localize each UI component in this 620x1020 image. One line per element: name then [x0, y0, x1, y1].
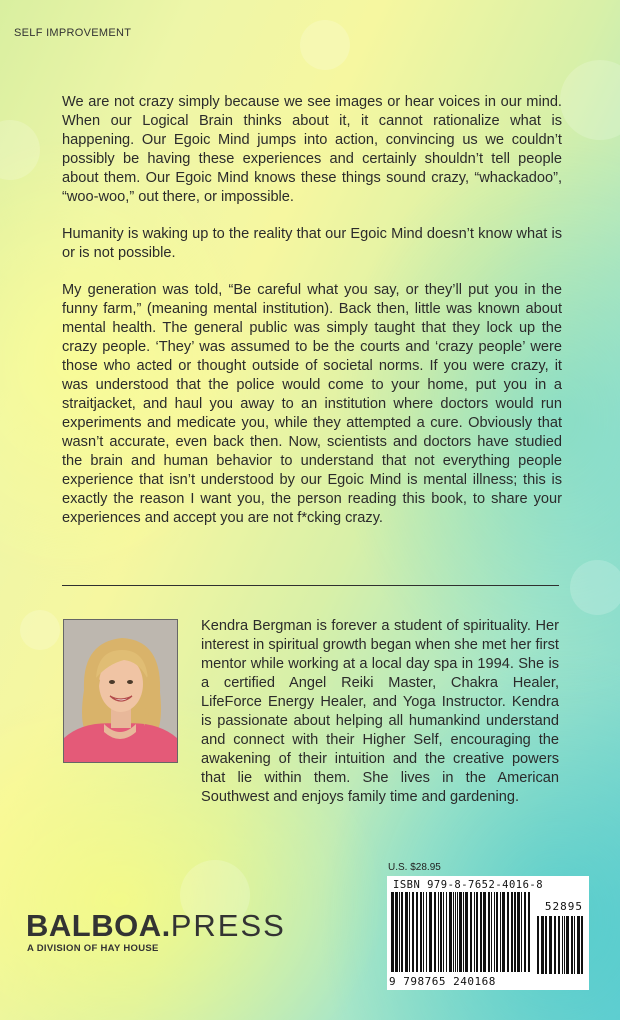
- bokeh-decoration: [570, 560, 620, 615]
- barcode-bar: [517, 892, 520, 972]
- barcode-bar: [412, 892, 414, 972]
- barcode-bar: [577, 916, 580, 974]
- bokeh-decoration: [560, 60, 620, 140]
- barcode-bar: [457, 892, 458, 972]
- price-label: U.S. $28.95: [388, 862, 441, 873]
- barcode-bar: [423, 892, 424, 972]
- bokeh-decoration: [20, 610, 60, 650]
- bokeh-decoration: [300, 20, 350, 70]
- author-bio: Kendra Bergman is forever a student of spirituality. Her interest in spiritual growth began when she met her first mentor while working at a local day spa in 1994. She is a certified Angel Reiki Master, Chakra Healer, LifeForce Energy Healer, and Yoga Instructor. Kendra is passionate about helping all humankind understand and connect with their Higher Self, encouraging the awakening of their intuition and the creative powers that lie within them. She lives in the American Southwest and enjoys family time and gardening.: [201, 618, 559, 805]
- barcode-bar: [524, 892, 526, 972]
- barcode-bar: [511, 892, 513, 972]
- barcode-bar: [549, 916, 552, 974]
- description-paragraph-1: We are not crazy simply because we see images or hear voices in our mind. When our Logical Brain thinks about it, it cannot rationalize what is happening. Our Egoic Mind jumps into action, convincing us we couldn’t possibly be having these experiences and certainly shouldn’t tell people about them. Our Egoic Mind knows these things sound crazy, “whackadoo”, “woo-woo,” out there, or impossible.: [62, 94, 562, 205]
- category-label: SELF IMPROVEMENT: [14, 27, 132, 39]
- publisher-name-light: PRESS: [170, 908, 286, 943]
- addon-barcode-icon: [537, 916, 585, 974]
- barcode-bar: [399, 892, 400, 972]
- barcode-bar: [443, 892, 444, 972]
- isbn-barcode: [387, 876, 589, 990]
- barcode-bar: [391, 892, 394, 972]
- barcode-bar: [496, 892, 498, 972]
- barcode-bar: [554, 916, 556, 974]
- barcode-bar: [488, 892, 490, 972]
- barcode-bar: [470, 892, 472, 972]
- barcode-bar: [581, 916, 583, 974]
- barcode-bar: [474, 892, 475, 972]
- barcode-bar: [502, 892, 505, 972]
- ean-digits: 9 798765 240168: [389, 975, 496, 988]
- barcode-bar: [483, 892, 486, 972]
- price-code: 52895: [544, 900, 583, 913]
- isbn-text: ISBN 979-8-7652-4016-8: [393, 879, 544, 891]
- barcode-bar: [449, 892, 452, 972]
- barcode-bar: [545, 916, 547, 974]
- barcode-bar: [574, 916, 575, 974]
- book-description: [62, 93, 562, 546]
- barcode-bar: [564, 916, 565, 974]
- barcode-bar: [405, 892, 408, 972]
- barcode-bar: [558, 916, 560, 974]
- barcode-bar: [537, 916, 539, 974]
- barcode-bar: [476, 892, 478, 972]
- barcode-bar: [438, 892, 439, 972]
- barcode-bar: [514, 892, 516, 972]
- barcode-bar: [429, 892, 432, 972]
- barcode-bar: [465, 892, 468, 972]
- ean-barcode-icon: [391, 892, 531, 972]
- barcode-bar: [455, 892, 456, 972]
- barcode-bar: [491, 892, 492, 972]
- barcode-bar: [507, 892, 509, 972]
- barcode-bar: [566, 916, 569, 974]
- publisher-division: A DIVISION OF HAY HOUSE: [27, 943, 159, 954]
- barcode-bar: [420, 892, 422, 972]
- barcode-bar: [440, 892, 442, 972]
- barcode-bar: [446, 892, 447, 972]
- barcode-bar: [401, 892, 403, 972]
- barcode-bar: [500, 892, 501, 972]
- publisher-logo: [26, 908, 286, 944]
- bokeh-decoration: [0, 120, 40, 180]
- barcode-bar: [541, 916, 544, 974]
- barcode-bar: [395, 892, 398, 972]
- barcode-bar: [463, 892, 464, 972]
- barcode-bar: [453, 892, 454, 972]
- barcode-bar: [571, 916, 573, 974]
- barcode-bar: [562, 916, 563, 974]
- description-paragraph-2: Humanity is waking up to the reality that our Egoic Mind doesn’t know what is or is not possible.: [62, 226, 562, 261]
- barcode-bar: [426, 892, 427, 972]
- author-portrait-icon: [64, 620, 177, 762]
- barcode-bar: [416, 892, 418, 972]
- author-photo: [63, 619, 178, 763]
- barcode-bar: [480, 892, 482, 972]
- barcode-bar: [521, 892, 522, 972]
- barcode-bar: [459, 892, 462, 972]
- description-paragraph-3: My generation was told, “Be careful what you say, or they’ll put you in the funny farm,” (meaning mental institution). Back then, little was known about mental health. The general public was simply taught that they lock up the crazy people. ‘They’ was assumed to be the courts and ‘crazy people’ were those who acted or thought outside of societal norms. If you were crazy, it was understood that the police would come to your home, put you in a straitjacket, and haul you away to an institution where doctors would run experiments and medicate you, while they attempted a cure. Obviously that wasn’t accurate, even back then. Now, scientists and doctors have studied the brain and human behavior to understand that not everything people experience that isn’t understood by our Egoic Mind is mental illness; this is exactly the reason I want you, the person reading this book, to share your experiences and accept you are not f*cking crazy.: [62, 282, 562, 526]
- publisher-name-bold: BALBOA.: [26, 908, 171, 943]
- barcode-bar: [528, 892, 530, 972]
- section-divider: [62, 585, 559, 586]
- barcode-bar: [434, 892, 436, 972]
- barcode-bar: [409, 892, 410, 972]
- barcode-bar: [494, 892, 495, 972]
